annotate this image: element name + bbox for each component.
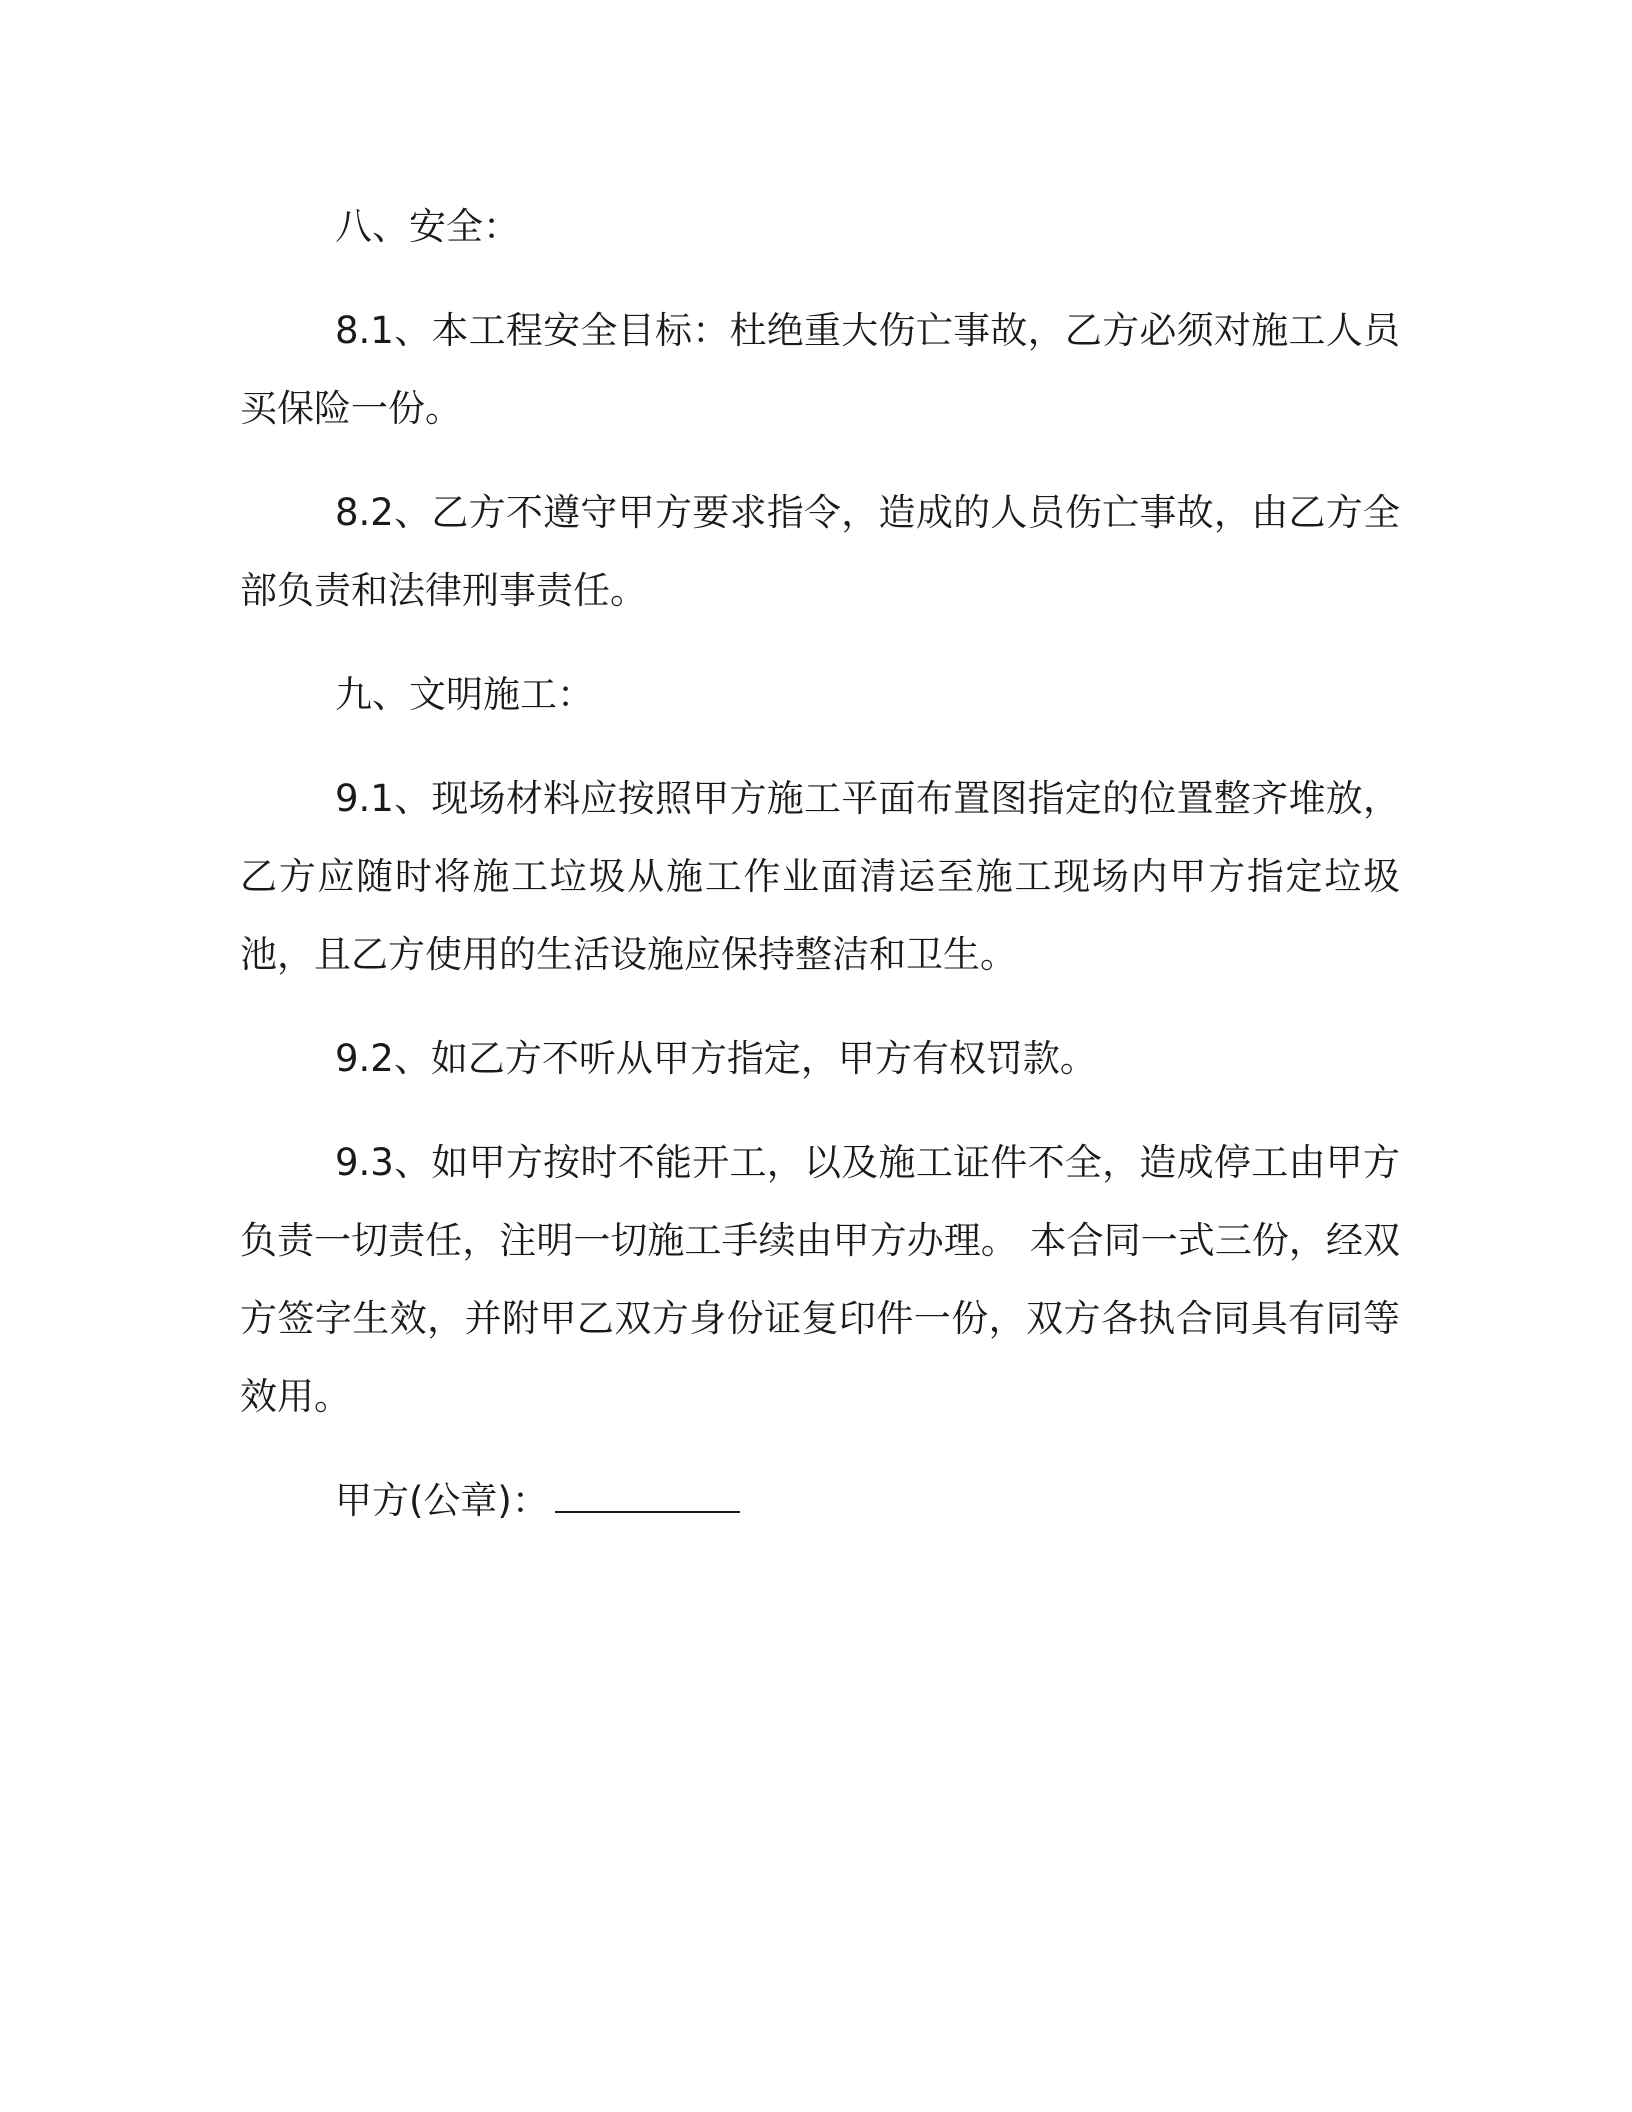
party-a-signature-label: 甲方(公章)： — [335, 1479, 549, 1522]
clause-9-3: 9.3、如甲方按时不能开工，以及施工证件不全，造成停工由甲方负责一切责任，注明一切施工手续由甲方办理。 本合同一式三份，经双方签字生效，并附甲乙双方身份证复印件一份，双方各执合同具有同等效用。 — [240, 1141, 1400, 1418]
clause-8-2: 8.2、乙方不遵守甲方要求指令，造成的人员伤亡事故，由乙方全部负责和法律刑事责任。 — [240, 491, 1400, 612]
signature-blank — [555, 1510, 740, 1513]
clause-9-1: 9.1、现场材料应按照甲方施工平面布置图指定的位置整齐堆放，乙方应随时将施工垃圾从施工作业面清运至施工现场内甲方指定垃圾池，且乙方使用的生活设施应保持整洁和卫生。 — [240, 777, 1400, 976]
section-heading-civilized-construction: 九、文明施工： — [335, 673, 594, 716]
section-heading-safety: 八、安全： — [335, 205, 520, 248]
clause-8-1: 8.1、本工程安全目标：杜绝重大伤亡事故，乙方必须对施工人员买保险一份。 — [240, 309, 1400, 430]
party-a-signature-line — [240, 1462, 1400, 1540]
document-body — [240, 188, 1400, 1540]
clause-9-2: 9.2、如乙方不听从甲方指定，甲方有权罚款。 — [335, 1037, 1097, 1080]
